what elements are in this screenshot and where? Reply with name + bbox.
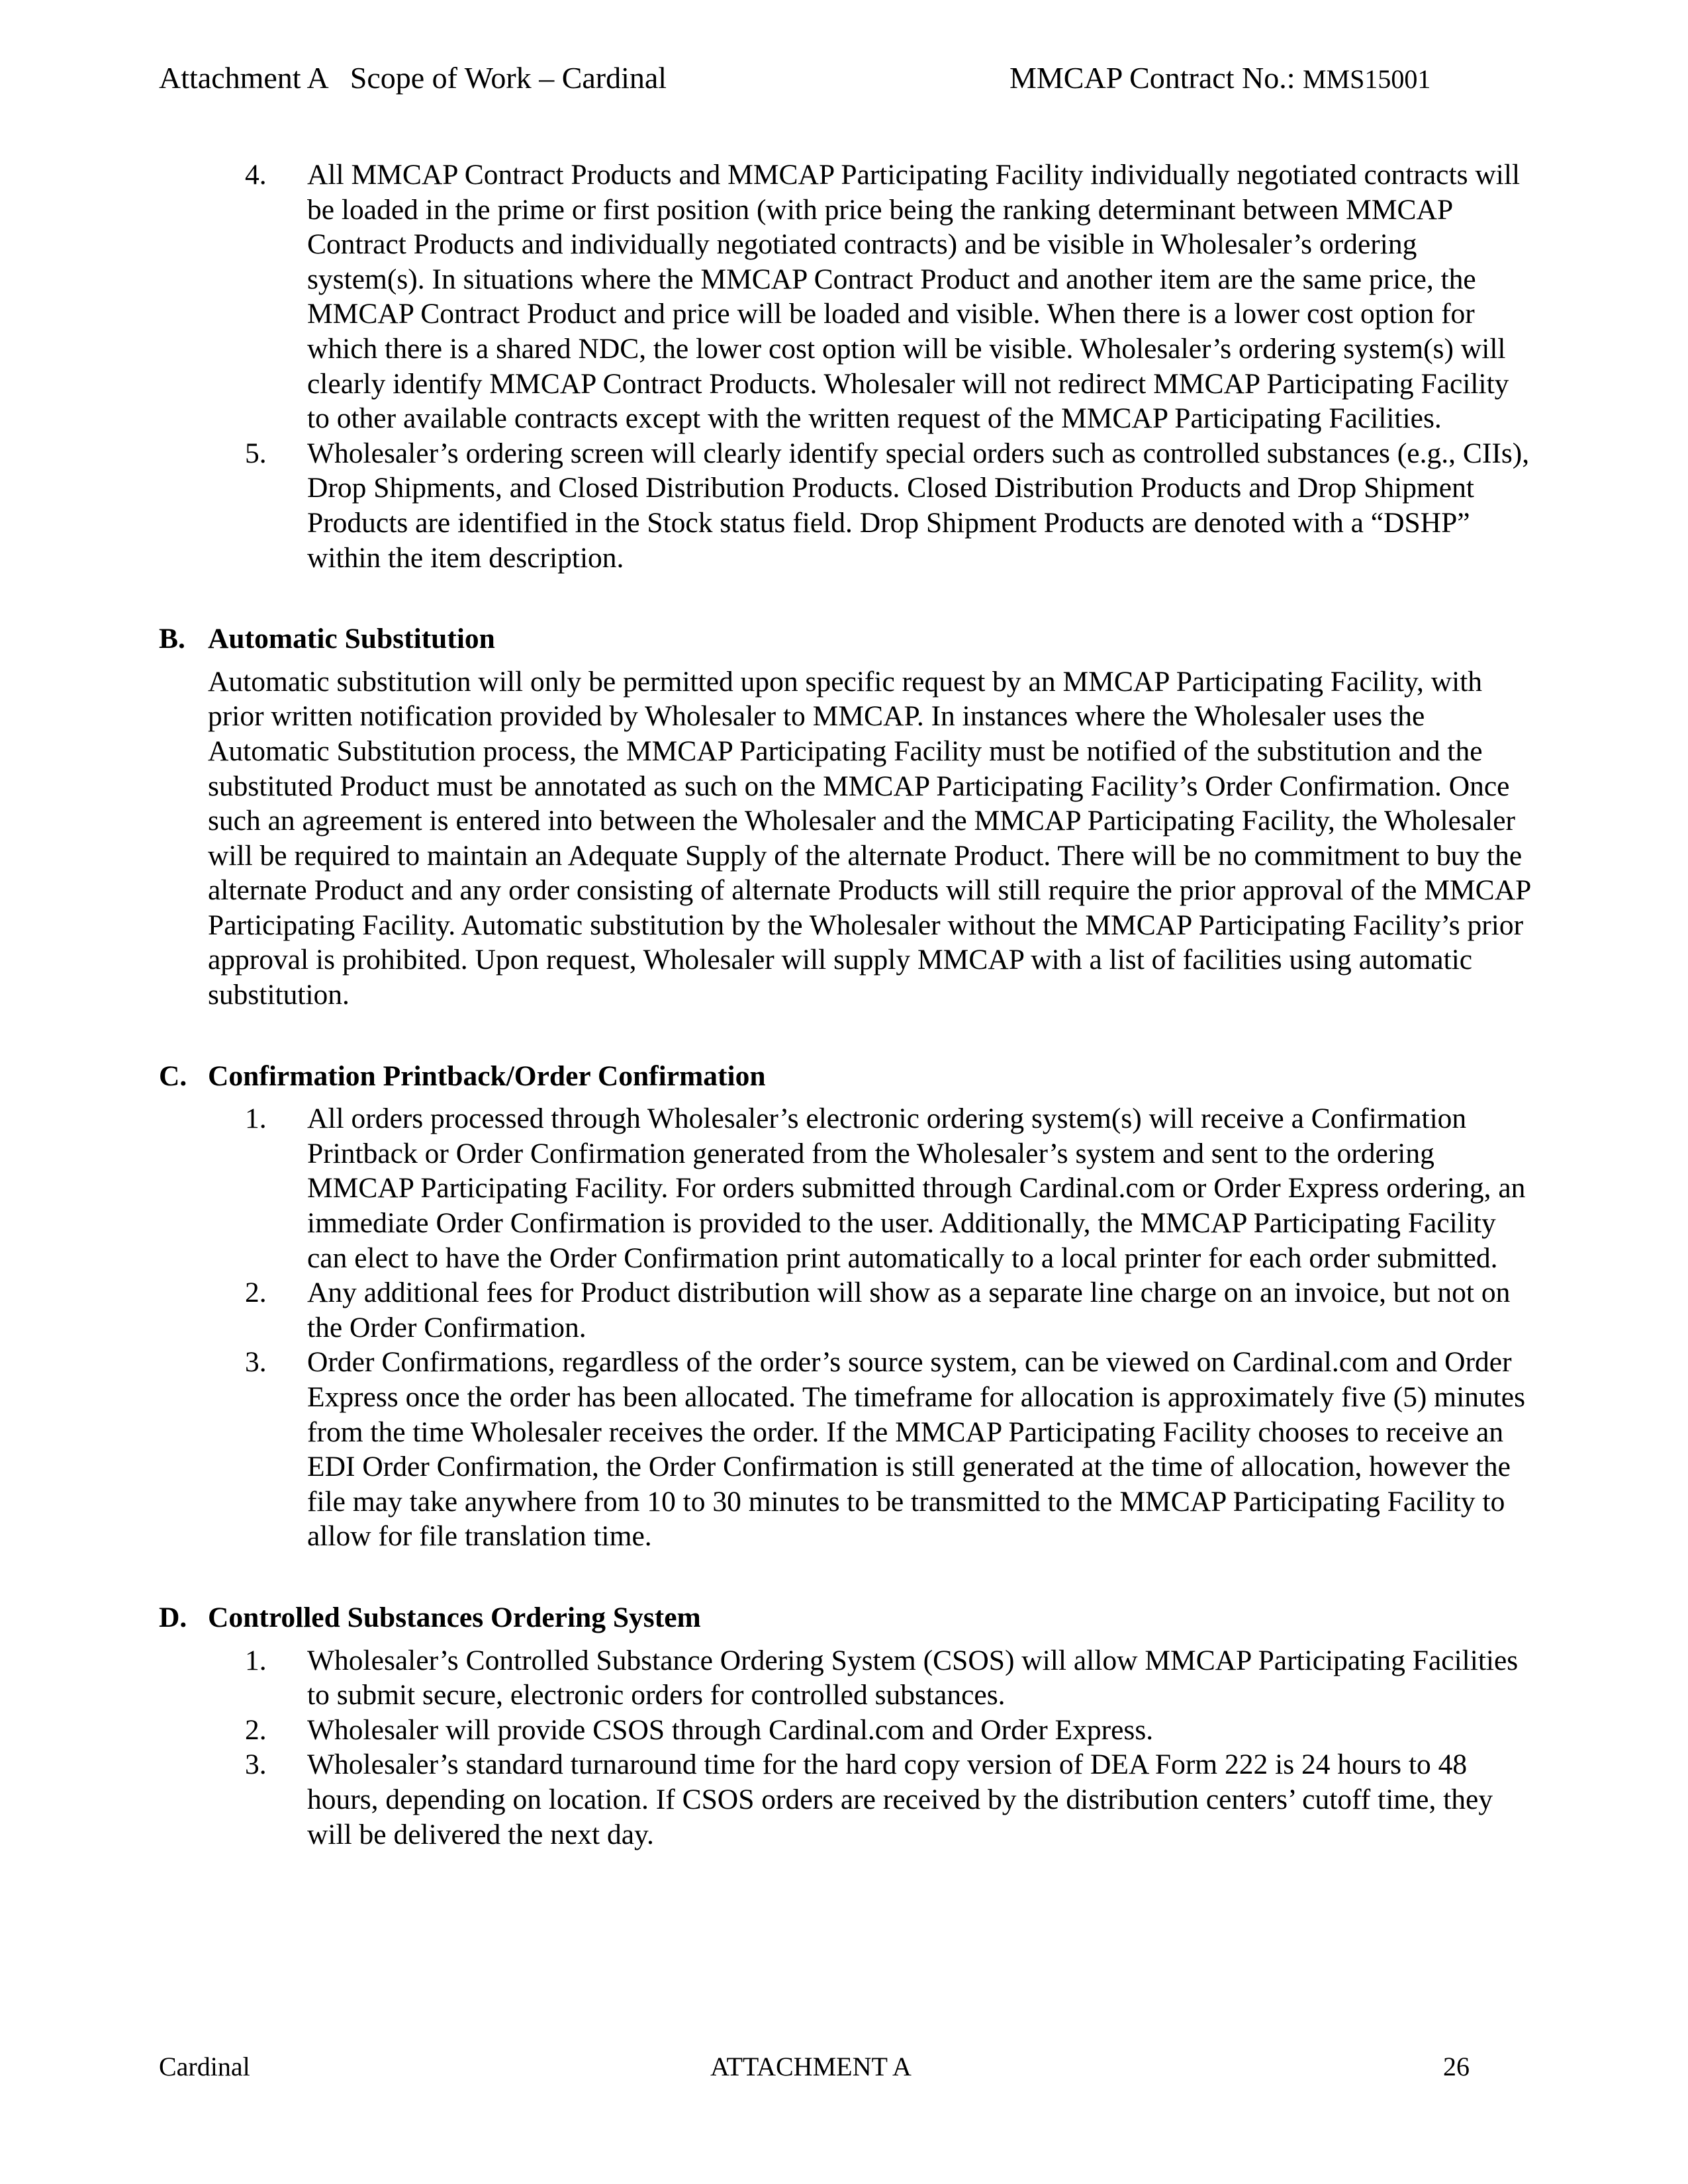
list-item (159, 1101, 1536, 1275)
section-letter: D. (159, 1601, 187, 1633)
section-heading (159, 1059, 1536, 1094)
section-list (159, 1643, 1536, 1852)
item-number: 3. (245, 1749, 267, 1781)
section-title: Controlled Substances Ordering System (208, 1601, 701, 1633)
item-number: 3. (245, 1346, 267, 1379)
list-item (159, 436, 1536, 575)
item-number: 1. (245, 1644, 267, 1676)
section-title: Automatic Substitution (208, 623, 495, 655)
document-body (159, 158, 1536, 1852)
item-text: All orders processed through Wholesaler’s electronic ordering system(s) will receive a Confirmation Printback or Order Confirmation generated from the Wholesaler’s system and sent to the ordering MMCAP Participating Facility. For orders submitted through Cardinal.com or Order Express ordering, an immediate Order Confirmation is provided to the user. Additionally, the MMCAP Participating Facility can elect to have the Order Confirmation print automatically to a local printer for each order submitted. (307, 1103, 1526, 1274)
header-title: Attachment A Scope of Work – Cardinal (159, 61, 667, 95)
list-item (159, 1747, 1536, 1852)
list-item (159, 1275, 1536, 1345)
list-item (159, 1713, 1536, 1748)
item-text: Wholesaler will provide CSOS through Cardinal.com and Order Express. (307, 1713, 1154, 1746)
list-item (159, 1345, 1536, 1554)
section-paragraph: Automatic substitution will only be permitted upon specific request by an MMCAP Participating Facility, with prior written notification provided by Wholesaler to MMCAP. In instances where the Wholesaler uses the Automatic Substitution process, the MMCAP Participating Facility must be notified of the substitution and the substituted Product must be annotated as such on the MMCAP Participating Facility’s Order Confirmation. Once such an agreement is entered into between the Wholesaler and the MMCAP Participating Facility, the Wholesaler will be required to maintain an Adequate Supply of the alternate Product. There will be no commitment to buy the alternate Product and any order consisting of alternate Products will still require the prior approval of the MMCAP Participating Facility. Automatic substitution by the Wholesaler without the MMCAP Participating Facility’s prior approval is prohibited. Upon request, Wholesaler will supply MMCAP with a list of facilities using automatic substitution. (208, 665, 1530, 1011)
section-list (159, 1101, 1536, 1554)
item-text: Wholesaler’s Controlled Substance Ordering System (CSOS) will allow MMCAP Participating Facilities to submit secure, electronic orders for controlled substances. (307, 1644, 1519, 1711)
list-item (159, 158, 1536, 436)
section-letter: C. (159, 1060, 187, 1092)
section-title: Confirmation Printback/Order Confirmation (208, 1060, 766, 1092)
section-heading (159, 621, 1536, 657)
item-text: Order Confirmations, regardless of the order’s source system, can be viewed on Cardinal.com and Order Express once the order has been allocated. The timeframe for allocation is approximately five (5) minutes from the time Wholesaler receives the order. If the MMCAP Participating Facility chooses to receive an EDI Order Confirmation, the Order Confirmation is still generated at the time of allocation, however the file may take anywhere from 10 to 30 minutes to be transmitted to the MMCAP Participating Facility to allow for file translation time. (307, 1346, 1526, 1553)
footer-company: Cardinal (159, 2052, 250, 2081)
section-order-confirmation (159, 1059, 1536, 1554)
item-number: 2. (245, 1713, 267, 1746)
item-number: 5. (245, 437, 267, 469)
item-text: All MMCAP Contract Products and MMCAP Participating Facility individually negotiated contracts will be loaded in the prime or first position (with price being the ranking determinant between MMCAP Contract Products and individually negotiated contracts) and be visible in Wholesaler’s ordering system(s). In situations where the MMCAP Contract Product and another item are the same price, the MMCAP Contract Product and price will be loaded and visible. When there is a lower cost option for which there is a shared NDC, the lower cost option will be visible. Wholesaler’s ordering system(s) will clearly identify MMCAP Contract Products. Wholesaler will not redirect MMCAP Participating Facility to other available contracts except with the written request of the MMCAP Participating Facilities. (307, 159, 1521, 435)
contract-number: MMS15001 (1302, 64, 1431, 94)
section-controlled-substances (159, 1600, 1536, 1852)
item-number: 1. (245, 1103, 267, 1135)
item-text: Any additional fees for Product distribution will show as a separate line charge on an invoice, but not on the Order Confirmation. (307, 1277, 1511, 1343)
item-text: Wholesaler’s standard turnaround time for the hard copy version of DEA Form 222 is 24 hours to 48 hours, depending on location. If CSOS orders are received by the distribution centers’ cutoff time, they will be delivered the next day. (307, 1749, 1493, 1850)
section-letter: B. (159, 623, 185, 655)
section-automatic-substitution (159, 621, 1536, 1013)
page-header (159, 58, 1483, 98)
list-item (159, 1643, 1536, 1713)
contract-label: MMCAP Contract No.: (1009, 61, 1303, 95)
section-heading (159, 1600, 1536, 1635)
header-contract (1009, 58, 1430, 99)
footer-attachment: ATTACHMENT A (710, 2052, 912, 2081)
page-footer (159, 2047, 1483, 2087)
item-text: Wholesaler’s ordering screen will clearly identify special orders such as controlled substances (e.g., CIIs), Drop Shipments, and Closed Distribution Products. Closed Distribution Products and Drop Shipment Products are identified in the Stock status field. Drop Shipment Products are denoted with a “DSHP” within the item description. (307, 437, 1530, 574)
continued-list (159, 158, 1536, 575)
item-number: 2. (245, 1277, 267, 1309)
page-number: 26 (1443, 2052, 1470, 2081)
item-number: 4. (245, 159, 267, 191)
